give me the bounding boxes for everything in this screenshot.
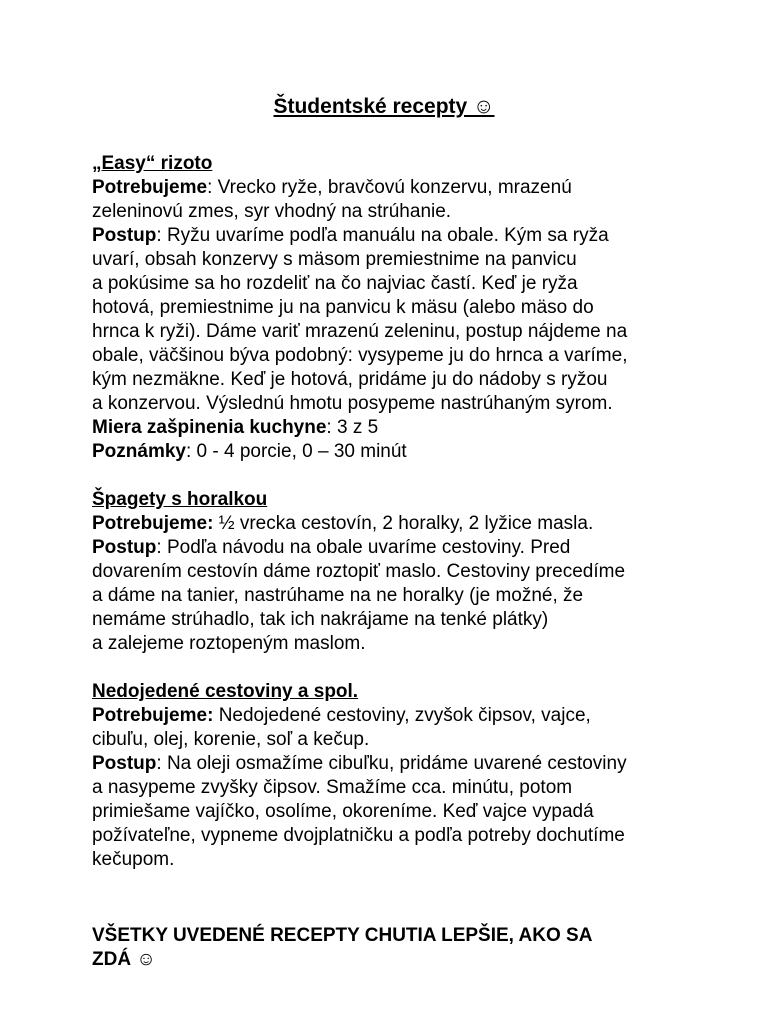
recipe-2-procedure-line: dovarením cestovín dáme roztopiť maslo. Cestoviny precedíme	[92, 561, 626, 582]
recipe-1-notes-label: Poznámky	[92, 441, 186, 462]
recipe-1-procedure-first: : Ryžu uvaríme podľa manuálu na obale. Kým sa ryža	[156, 225, 609, 246]
recipe-2-title: Špagety s horalkou	[92, 489, 268, 510]
spacer	[92, 872, 692, 920]
spacer	[92, 656, 692, 680]
recipe-1-mess-label: Miera zašpinenia kuchyne	[92, 417, 327, 438]
recipe-1-section	[92, 152, 692, 176]
recipe-1-ingredients-line-2: zeleninovú zmes, syr vhodný na strúhanie.	[92, 201, 452, 222]
recipe-2-procedure-line: nemáme strúhadlo, tak ich nakrájame na tenké plátky)	[92, 609, 549, 630]
recipe-3-procedure-line: požívateľne, vypneme dvojplatničku a podľa potreby dochutíme	[92, 825, 625, 846]
document-body	[92, 152, 692, 972]
closing-line-2: ZDÁ ☺	[92, 949, 156, 970]
recipe-2-procedure-line: a zalejeme roztopeným maslom.	[92, 633, 366, 654]
recipe-1-procedure-line: a konzervou. Výslednú hmotu posypeme nastrúhaným syrom.	[92, 393, 613, 414]
recipe-1-title: „Easy“ rizoto	[92, 153, 213, 174]
recipe-3-procedure-line: kečupom.	[92, 849, 175, 870]
recipe-3-procedure-line: primiešame vajíčko, osolíme, okoreníme. Keď vajce vypadá	[92, 801, 594, 822]
recipe-1-procedure-line: a pokúsime sa ho rozdeliť na čo najviac častí. Keď je ryža	[92, 273, 578, 294]
recipe-1-procedure-line: uvarí, obsah konzervy s mäsom premiestnime na panvicu	[92, 249, 577, 270]
spacer	[92, 464, 692, 488]
recipe-1-procedure-line: obale, väčšinou býva podobný: vysypeme ju do hrnca a varíme,	[92, 345, 628, 366]
recipe-3-title: Nedojedené cestoviny a spol.	[92, 681, 359, 702]
recipe-1-procedure-label: Postup	[92, 225, 157, 246]
recipe-1-procedure-line: kým nezmäkne. Keď je hotová, pridáme ju do nádoby s ryžou	[92, 369, 608, 390]
recipe-2-ingredients-first: ½ vrecka cestovín, 2 horalky, 2 lyžice masla.	[213, 513, 594, 534]
page-title: Študentské recepty ☺	[273, 95, 495, 118]
recipe-2-section	[92, 488, 692, 512]
recipe-1-ingredients-line-1: Vrecko ryže, bravčovú konzervu, mrazenú	[212, 177, 572, 198]
recipe-3-ingredients-first: Nedojedené cestoviny, zvyšok čipsov, vajce,	[213, 705, 591, 726]
recipe-3-section	[92, 680, 692, 704]
recipe-2-procedure-label: Postup	[92, 537, 157, 558]
recipe-1-procedure-line: hrnca k ryži). Dáme variť mrazenú zeleninu, postup nájdeme na	[92, 321, 628, 342]
recipe-3-ingredients-label: Potrebujeme:	[92, 705, 214, 726]
recipe-1-mess-value: : 3 z 5	[326, 417, 379, 438]
recipe-3-ingredients-line: cibuľu, olej, korenie, soľ a kečup.	[92, 729, 370, 750]
recipe-1-ingredients-sep: :	[207, 177, 213, 198]
recipe-3-procedure-label: Postup	[92, 753, 157, 774]
recipe-2-procedure-first: : Podľa návodu na obale uvaríme cestoviny. Pred	[156, 537, 571, 558]
recipe-3-procedure-first: : Na oleji osmažíme cibuľku, pridáme uvarené cestoviny	[156, 753, 627, 774]
recipe-2-ingredients-label: Potrebujeme:	[92, 513, 214, 534]
closing-line-1: VŠETKY UVEDENÉ RECEPTY CHUTIA LEPŠIE, AKO SA	[92, 925, 593, 946]
recipe-1-ingredients-label: Potrebujeme	[92, 177, 208, 198]
recipe-2-procedure-line: a dáme na tanier, nastrúhame na ne horalky (je možné, že	[92, 585, 584, 606]
recipe-1-procedure-line: hotová, premiestnime ju na panvicu k mäsu (alebo mäso do	[92, 297, 594, 318]
recipe-1-notes-value: : 0 - 4 porcie, 0 – 30 minút	[185, 441, 407, 462]
recipe-3-procedure-line: a nasypeme zvyšky čipsov. Smažíme cca. minútu, potom	[92, 777, 573, 798]
